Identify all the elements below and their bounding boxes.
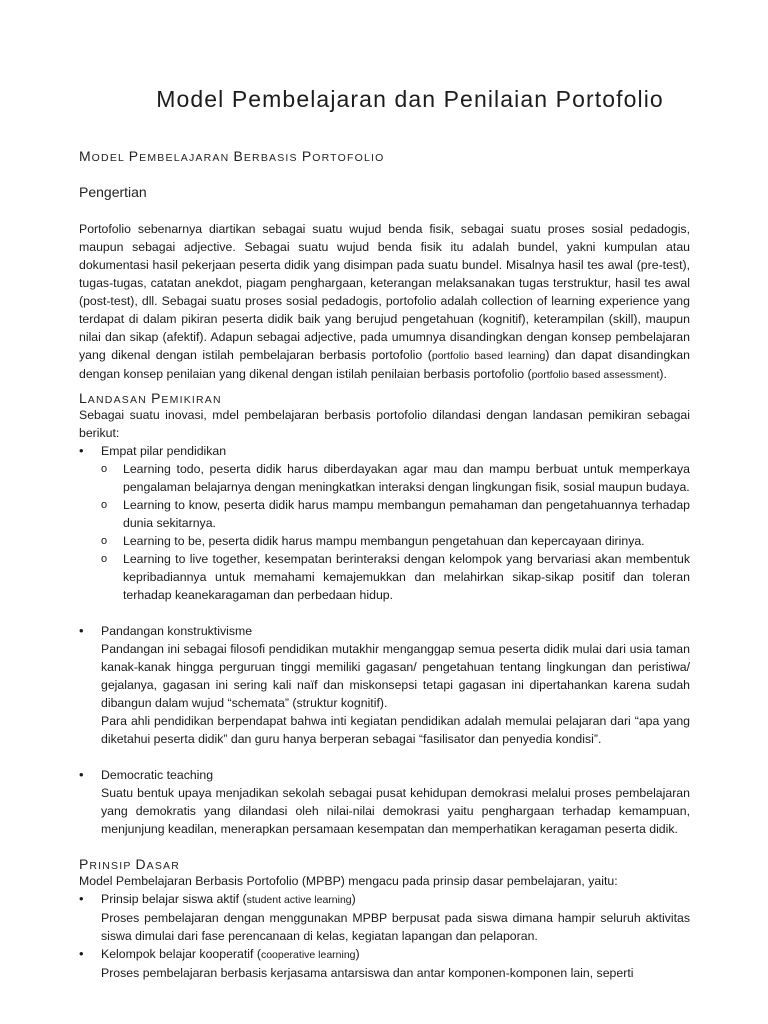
- heading-rest: ODEL: [91, 152, 129, 164]
- paragraph-landasan-intro: Sebagai suatu inovasi, mdel pembelajaran berbasis portofolio dilandasi dengan landasan pemikiran sebagai berikut:: [79, 408, 690, 440]
- text-segment: Prinsip belajar siswa aktif (: [101, 892, 247, 906]
- text-segment-italic: portfolio based learning: [431, 350, 546, 362]
- text-segment-italic: student active learning: [246, 894, 352, 906]
- text-segment: Portofolio sebenarnya diartikan sebagai suatu wujud benda fisik, sebagai suatu proses sosial pedadogis, maupun sebagai adjective. Sebagai suatu wujud benda fisik itu adalah bundel, yakni kumpulan atau dokumentasi hasil pekerjaan peserta didik yang disimpan pada suatu bundel. Misalnya hasil tes awal (pre-test), tugas-tugas, catatan anekdot, piagam penghargaan, keterangan melaksanakan tugas terstruktur, hasil tes awal (post-test), dll. Sebagai suatu proses sosial pedadogis, portofolio adalah collection of learning experience yang terdapat di dalam pikiran peserta didik baik yang berujud pengetahuan (kognitif), keterampilan (skill), maupun nilai dan sikap (afektif). Adapun sebagai adjective, pada umumnya disandingkan dengan konsep pembelajaran yang dikenal dengan istilah pembelajaran berbasis portofolio (: [79, 222, 690, 362]
- heading-rest: RINSIP: [89, 860, 136, 872]
- heading-rest: ANDASAN: [87, 394, 152, 406]
- sublist-item: o Learning to live together, kesempatan berinteraksi dengan kelompok yang bervariasi akan membentuk kepribadiannya untuk memahami kemajemukkan dan melahirkan sikap-sikap positif dan toleran terhadap keanekaragaman dan perbedaan hidup.: [101, 550, 690, 604]
- sublist-item: o Learning to know, peserta didik harus mampu membangun pemahaman dan pengetahuannya terhadap dunia sekitarnya.: [101, 496, 690, 532]
- section-heading-landasan: [79, 390, 690, 406]
- heading-cap: L: [79, 390, 88, 406]
- heading-cap: B: [233, 148, 244, 164]
- list-item-body: Suatu bentuk upaya menjadikan sekolah sebagai pusat kehidupan demokrasi melalui proses pembelajaran yang demokratis yang dilandasi oleh nilai-nilai demokrasi yaitu penghargaan terhadap kemampuan, menjunjung keadilan, menerapkan persamaan kesempatan dan memperhatikan keragaman peserta didik.: [101, 786, 690, 836]
- landasan-list: [79, 442, 690, 838]
- list-item-title: Empat pilar pendidikan: [101, 444, 227, 458]
- list-item-body: Proses pembelajaran berbasis kerjasama antarsiswa dan antar komponen-komponen lain, seperti: [101, 966, 634, 980]
- list-item-konstruktivisme: [79, 622, 690, 748]
- list-item-siswa-aktif: [79, 890, 690, 945]
- heading-cap: P: [301, 148, 313, 164]
- list-item-democratic: [79, 766, 690, 838]
- heading-cap: M: [79, 148, 92, 164]
- list-item-kooperatif: [79, 945, 690, 982]
- text-segment: ): [355, 947, 360, 961]
- text-segment-italic: portfolio based assessment: [531, 369, 660, 381]
- sublist-item: o Learning to be, peserta didik harus mampu membangun pengetahuan dan kepercayaan dirinya.: [101, 532, 690, 550]
- subheading-pengertian: Pengertian: [79, 184, 147, 200]
- sublist-item: o Learning todo, peserta didik harus diberdayakan agar mau dan mampu berbuat untuk memperkaya pengalaman belajarnya dengan meningkatkan interaksi dengan lingkungan fisik, sosial maupun budaya.: [101, 460, 690, 496]
- heading-cap: P: [79, 856, 90, 872]
- list-item-title: • Pandangan konstruktivisme: [101, 624, 253, 638]
- heading-rest: EMIKIRAN: [161, 394, 222, 406]
- list-item-body: Proses pembelajaran dengan menggunakan MPBP berpusat pada siswa dimana hampir seluruh aktivitas siswa dimulai dari fase perencanaan di kelas, kegiatan lapangan dan pelaporan.: [101, 911, 690, 943]
- text-segment-italic: cooperative learning: [260, 949, 356, 961]
- prinsip-list: [79, 890, 690, 982]
- text-segment: ).: [659, 367, 667, 381]
- paragraph-pengertian: [79, 220, 690, 384]
- list-item-title: • Democratic teaching: [101, 768, 214, 782]
- text-segment: ) dan dapat disandingkan dengan konsep penilaian yang dikenal dengan istilah penilaian berbasis portofolio (: [79, 348, 690, 381]
- text-segment: ): [351, 892, 356, 906]
- section-heading-prinsip: [79, 856, 690, 872]
- pilar-sublist: [101, 460, 690, 604]
- heading-rest: EMBELAJARAN: [139, 152, 234, 164]
- list-item-body: Para ahli pendidikan berpendapat bahwa inti kegiatan pendidikan adalah memulai pelajaran dari “apa yang diketahui peserta didik” dan guru hanya berperan sebagai “fasilisator dan penyedia kondisi”.: [101, 714, 690, 746]
- list-item-title: [101, 945, 690, 964]
- list-item-title: [101, 890, 690, 909]
- list-item-empat-pilar: [79, 442, 690, 604]
- heading-cap: P: [151, 390, 162, 406]
- paragraph-prinsip-intro: Model Pembelajaran Berbasis Portofolio (MPBP) mengacu pada prinsip dasar pembelajaran, yaitu:: [79, 874, 618, 888]
- heading-cap: D: [135, 856, 147, 872]
- heading-rest: ASAR: [146, 860, 181, 872]
- section-heading-model: [79, 148, 690, 164]
- document-content: [79, 148, 690, 982]
- heading-rest: ERBASIS: [243, 152, 302, 164]
- heading-cap: P: [128, 148, 140, 164]
- text-segment: Kelompok belajar kooperatif (: [101, 947, 261, 961]
- list-item-body: Pandangan ini sebagai filosofi pendidikan mutakhir menganggap semua peserta didik mulai dari usia taman kanak-kanak hingga perguruan tinggi memiliki gagasan/ pengetahuan tentang lingkungan dan peristiwa/ gejalanya, gagasan ini sering kali naïf dan miskonsepsi tetapi gagasan ini dipertahankan karena sudah dibangun dalam wujud “schemata” (struktur kognitif).: [101, 642, 690, 710]
- heading-rest: ORTOFOLIO: [312, 152, 385, 164]
- page-title: Model Pembelajaran dan Penilaian Portofolio: [156, 86, 664, 112]
